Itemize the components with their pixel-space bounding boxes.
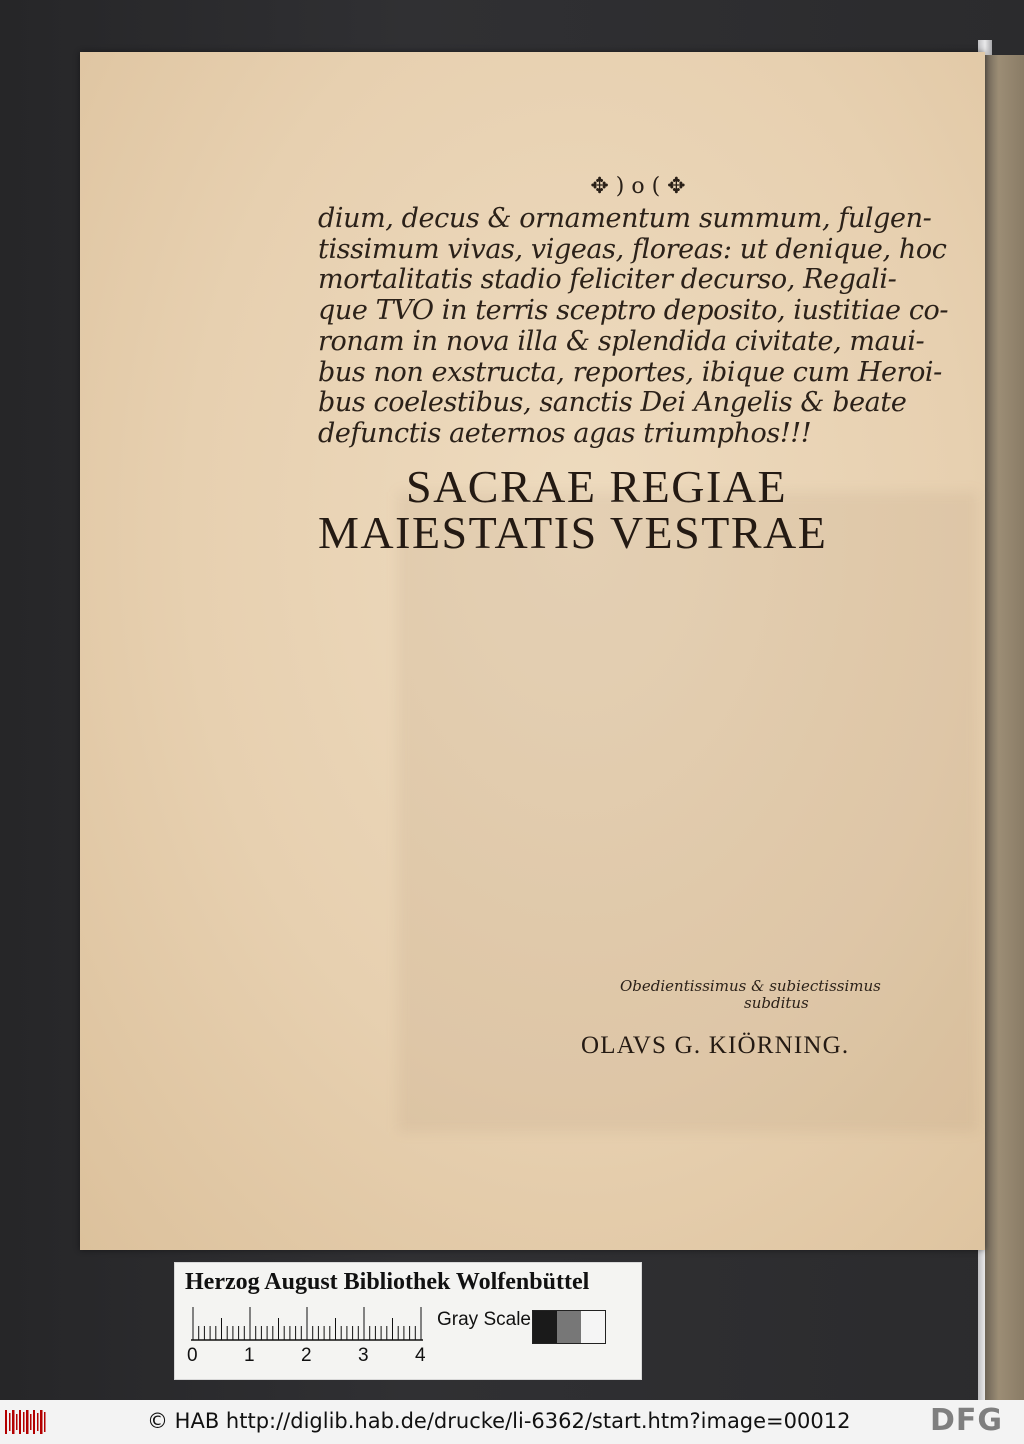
ruler-number: 0 — [187, 1345, 198, 1366]
copyright-url-text: © HAB http://diglib.hab.de/drucke/li-6362/start.htm?image=00012 — [147, 1409, 851, 1433]
ruler-number: 1 — [244, 1345, 255, 1366]
text-line: que TVO in terris sceptro deposito, iustitiae co- — [318, 295, 949, 327]
dedication-heading — [318, 460, 918, 558]
ruler-scale — [191, 1307, 429, 1341]
heading-line: SACRAE REGIAE — [406, 460, 788, 512]
ruler-number: 2 — [301, 1345, 312, 1366]
dfg-logo: DFG — [930, 1403, 1004, 1438]
library-color-card — [174, 1262, 642, 1380]
library-name: Herzog August Bibliothek Wolfenbüttel — [185, 1269, 590, 1295]
gray-swatch-black — [533, 1311, 557, 1343]
gray-swatch-mid — [557, 1311, 581, 1343]
text-line: tissimum vivas, vigeas, floreas: ut denique, hoc — [318, 233, 947, 265]
gray-swatch-white — [581, 1311, 605, 1343]
text-line: defunctis aeternos agas triumphos!!! — [318, 417, 812, 449]
closing-formula — [620, 978, 920, 1012]
text-line: bus coelestibus, sanctis Dei Angelis & beate — [318, 387, 907, 419]
head-ornament: ✥ ) o ( ✥ — [590, 174, 686, 199]
body-text — [318, 203, 949, 450]
text-line: dium, decus & ornamentum summum, fulgen- — [318, 203, 932, 234]
adjacent-page — [985, 55, 1024, 1400]
text-line: ronam in nova illa & splendida civitate, maui- — [318, 325, 925, 357]
footer-bar — [0, 1400, 1024, 1444]
ruler-number: 3 — [358, 1345, 369, 1366]
grayscale-label: Gray Scale — [437, 1309, 531, 1330]
closing-line: Obedientissimus & subiectissimus — [620, 977, 881, 995]
grayscale-swatches — [532, 1310, 606, 1344]
ruler-number: 4 — [415, 1345, 426, 1366]
signature-name: OLAVS G. KIÖRNING. — [581, 1032, 850, 1059]
heading-line: MAIESTATIS VESTRAE — [318, 506, 828, 558]
closing-line: subditus — [744, 994, 809, 1012]
text-line: bus non exstructa, reportes, ibique cum Heroi- — [318, 356, 942, 388]
text-line: mortalitatis stadio feliciter decurso, Regali- — [318, 264, 897, 296]
hab-barcode-logo-icon — [4, 1408, 48, 1436]
page-text — [318, 172, 949, 558]
